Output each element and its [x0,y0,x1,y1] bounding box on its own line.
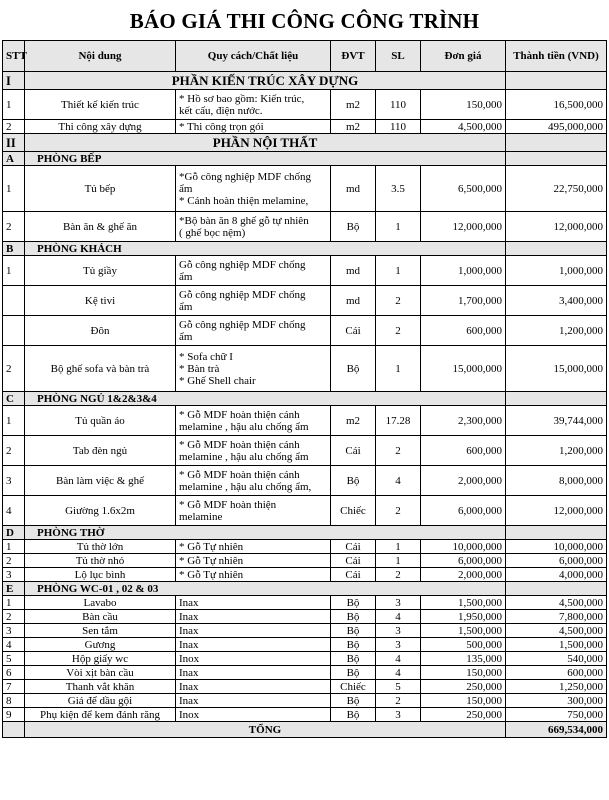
cell-qty: 4 [376,610,421,624]
cell-content: Thiết kế kiến trúc [25,90,176,120]
section-code: C [3,392,25,406]
header-qty: SL [376,41,421,72]
header-amount: Thành tiền (VND) [506,41,607,72]
cell-price: 2,000,000 [421,466,506,496]
cell-amount: 1,000,000 [506,256,607,286]
cell-unit: Bộ [331,346,376,392]
header-content: Nội dung [25,41,176,72]
table-row [3,568,607,582]
cell-content: Tab đèn ngủ [25,436,176,466]
cell-unit: Bộ [331,610,376,624]
cell-spec: * Gỗ MDF hoàn thiện cánh melamine , hậu alu chống ẩm [176,406,331,436]
cell-stt: 2 [3,436,25,466]
cell-stt: 2 [3,212,25,242]
cell-amount: 1,250,000 [506,680,607,694]
table-row [3,466,607,496]
cell-unit: m2 [331,90,376,120]
cell-price: 150,000 [421,90,506,120]
cell-stt: 4 [3,496,25,526]
cell-stt: 2 [3,346,25,392]
cell-spec: Gỗ công nghiệp MDF chống ẩm [176,256,331,286]
cell-amount: 12,000,000 [506,496,607,526]
cell-content: Phụ kiện để kem đánh răng [25,708,176,722]
table-row [3,610,607,624]
cell-spec: *Bộ bàn ăn 8 ghế gỗ tự nhiên ( ghế bọc nệm) [176,212,331,242]
section-filler [506,72,607,90]
cell-amount: 1,200,000 [506,436,607,466]
header-row [3,41,607,72]
cell-price: 600,000 [421,316,506,346]
table-row [3,212,607,242]
table-row [3,596,607,610]
cell-content: Bàn cầu [25,610,176,624]
header-stt: STT [3,41,25,72]
cell-amount: 540,000 [506,652,607,666]
cell-price: 1,500,000 [421,624,506,638]
section-filler [506,134,607,152]
cell-qty: 3 [376,708,421,722]
cell-qty: 110 [376,90,421,120]
cell-qty: 1 [376,256,421,286]
cell-amount: 4,500,000 [506,624,607,638]
section-name: PHẦN NỘI THẤT [25,134,506,152]
table-row [3,666,607,680]
cell-amount: 10,000,000 [506,540,607,554]
cell-spec: * Thi công trọn gói [176,120,331,134]
table-row [3,286,607,316]
cell-content: Tủ giầy [25,256,176,286]
cell-amount: 300,000 [506,694,607,708]
cell-spec: Inax [176,610,331,624]
section-filler [506,152,607,166]
cell-qty: 3 [376,638,421,652]
cell-qty: 110 [376,120,421,134]
cell-spec: Inax [176,694,331,708]
cell-unit: Bộ [331,638,376,652]
cell-amount: 15,000,000 [506,346,607,392]
cell-content: Bàn ăn & ghế ăn [25,212,176,242]
cell-price: 600,000 [421,436,506,466]
cell-stt: 1 [3,540,25,554]
subsection-row [3,152,607,166]
cell-stt: 1 [3,596,25,610]
cell-unit: md [331,166,376,212]
cell-stt: 1 [3,90,25,120]
cell-spec: *Gỗ công nghiệp MDF chống ẩm * Cánh hoàn thiện melamine, [176,166,331,212]
cell-amount: 3,400,000 [506,286,607,316]
cell-unit: Chiếc [331,496,376,526]
cell-price: 6,500,000 [421,166,506,212]
cell-spec: Inax [176,680,331,694]
cell-stt [3,286,25,316]
cell-price: 4,500,000 [421,120,506,134]
cell-unit: Cái [331,436,376,466]
cell-amount: 8,000,000 [506,466,607,496]
cell-qty: 17.28 [376,406,421,436]
cell-unit: Cái [331,554,376,568]
section-filler [506,392,607,406]
cell-content: Sen tắm [25,624,176,638]
cell-price: 250,000 [421,680,506,694]
section-name: PHÒNG THỜ [25,526,506,540]
cell-spec: * Gỗ Tự nhiên [176,554,331,568]
table-row [3,496,607,526]
section-row [3,134,607,152]
section-name: PHẦN KIẾN TRÚC XÂY DỰNG [25,72,506,90]
cell-unit: Bộ [331,466,376,496]
cell-amount: 1,500,000 [506,638,607,652]
section-filler [506,242,607,256]
section-filler [506,526,607,540]
cell-unit: Bộ [331,212,376,242]
table-row [3,540,607,554]
table-row [3,638,607,652]
cell-stt: 4 [3,638,25,652]
cell-stt: 1 [3,166,25,212]
cell-qty: 4 [376,666,421,680]
cell-price: 6,000,000 [421,496,506,526]
cell-content: Lavabo [25,596,176,610]
cell-stt: 9 [3,708,25,722]
table-row [3,708,607,722]
section-filler [506,582,607,596]
cell-qty: 2 [376,568,421,582]
cell-spec: Inox [176,708,331,722]
cell-content: Thi công xây dựng [25,120,176,134]
cell-qty: 1 [376,540,421,554]
cell-price: 250,000 [421,708,506,722]
subsection-row [3,526,607,540]
section-name: PHÒNG NGỦ 1&2&3&4 [25,392,506,406]
cell-spec: * Gỗ MDF hoàn thiện cánh melamine , hậu alu chống ẩm, [176,466,331,496]
cell-unit: Bộ [331,596,376,610]
page-title: BÁO GIÁ THI CÔNG CÔNG TRÌNH [129,9,480,33]
cell-spec: Inax [176,596,331,610]
cell-qty: 1 [376,554,421,568]
cell-content: Giá để dầu gội [25,694,176,708]
cell-amount: 39,744,000 [506,406,607,436]
table-row [3,652,607,666]
cell-qty: 2 [376,496,421,526]
cell-unit: m2 [331,120,376,134]
cell-amount: 750,000 [506,708,607,722]
section-name: PHÒNG BẾP [25,152,506,166]
cell-spec: * Gỗ Tự nhiên [176,540,331,554]
cell-unit: Chiếc [331,680,376,694]
header-spec: Quy cách/Chất liệu [176,41,331,72]
cell-price: 15,000,000 [421,346,506,392]
cell-spec: * Hồ sơ bao gồm: Kiến trúc, kết cấu, điện nước. [176,90,331,120]
cell-stt: 2 [3,120,25,134]
cell-content: Tủ quần áo [25,406,176,436]
table-row [3,554,607,568]
cell-price: 1,000,000 [421,256,506,286]
cell-qty: 2 [376,694,421,708]
cell-amount: 12,000,000 [506,212,607,242]
cell-spec: Gỗ công nghiệp MDF chống ẩm [176,316,331,346]
cell-stt: 7 [3,680,25,694]
cell-spec: * Gỗ Tự nhiên [176,568,331,582]
cell-stt: 3 [3,624,25,638]
cell-qty: 4 [376,652,421,666]
total-label: TỔNG [25,722,506,738]
cell-spec: Inax [176,638,331,652]
cell-price: 500,000 [421,638,506,652]
table-row [3,166,607,212]
cell-price: 150,000 [421,694,506,708]
cell-spec: * Gỗ MDF hoàn thiện cánh melamine , hậu alu chống ẩm [176,436,331,466]
cell-stt: 6 [3,666,25,680]
cell-stt: 5 [3,652,25,666]
cell-amount: 495,000,000 [506,120,607,134]
cell-stt [3,316,25,346]
cell-price: 1,500,000 [421,596,506,610]
cell-content: Đôn [25,316,176,346]
cell-price: 150,000 [421,666,506,680]
cell-unit: md [331,256,376,286]
cell-unit: Cái [331,568,376,582]
table-row [3,694,607,708]
cell-content: Bộ ghế sofa và bàn trà [25,346,176,392]
cell-unit: Bộ [331,708,376,722]
cell-qty: 3 [376,624,421,638]
subsection-row [3,582,607,596]
cell-qty: 5 [376,680,421,694]
cell-stt: 8 [3,694,25,708]
section-code: E [3,582,25,596]
section-code: D [3,526,25,540]
cell-qty: 2 [376,316,421,346]
cell-price: 12,000,000 [421,212,506,242]
table-row [3,346,607,392]
subsection-row [3,392,607,406]
cell-stt: 1 [3,406,25,436]
table-row [3,120,607,134]
cell-price: 2,300,000 [421,406,506,436]
section-row [3,72,607,90]
cell-unit: Cái [331,540,376,554]
section-code: A [3,152,25,166]
cell-spec: * Gỗ MDF hoàn thiện melamine [176,496,331,526]
table-row [3,316,607,346]
cell-content: Tủ thờ lớn [25,540,176,554]
cell-amount: 1,200,000 [506,316,607,346]
cell-content: Thanh vắt khăn [25,680,176,694]
cell-spec: Inax [176,666,331,680]
cell-stt: 3 [3,568,25,582]
cell-unit: Cái [331,316,376,346]
section-name: PHÒNG WC-01 , 02 & 03 [25,582,506,596]
cell-stt: 1 [3,256,25,286]
cell-amount: 7,800,000 [506,610,607,624]
cell-stt: 2 [3,610,25,624]
table-body [3,72,607,722]
subsection-row [3,242,607,256]
section-code: II [3,134,25,152]
cell-spec: Inox [176,652,331,666]
total-amount: 669,534,000 [506,722,607,738]
cell-price: 1,950,000 [421,610,506,624]
cell-content: Lộ lục bình [25,568,176,582]
cell-amount: 600,000 [506,666,607,680]
cell-amount: 16,500,000 [506,90,607,120]
cell-amount: 4,000,000 [506,568,607,582]
cell-price: 2,000,000 [421,568,506,582]
cell-unit: Bộ [331,624,376,638]
cell-qty: 1 [376,346,421,392]
section-code: B [3,242,25,256]
total-row [3,722,607,738]
cell-price: 10,000,000 [421,540,506,554]
cell-spec: Gỗ công nghiệp MDF chống ẩm [176,286,331,316]
cell-amount: 4,500,000 [506,596,607,610]
cell-amount: 22,750,000 [506,166,607,212]
cell-unit: Bộ [331,666,376,680]
table-row [3,406,607,436]
cell-amount: 6,000,000 [506,554,607,568]
cell-spec: Inax [176,624,331,638]
cell-price: 135,000 [421,652,506,666]
cell-spec: * Sofa chữ I * Bàn trà * Ghế Shell chair [176,346,331,392]
table-row [3,90,607,120]
cell-content: Gương [25,638,176,652]
cell-qty: 2 [376,286,421,316]
cell-stt: 3 [3,466,25,496]
table-row [3,256,607,286]
cell-qty: 1 [376,212,421,242]
table-row [3,436,607,466]
cell-unit: Bộ [331,694,376,708]
table-row [3,680,607,694]
cell-unit: m2 [331,406,376,436]
cell-qty: 2 [376,436,421,466]
header-unit: ĐVT [331,41,376,72]
table-row [3,624,607,638]
cell-content: Kệ tivi [25,286,176,316]
cell-content: Tủ bếp [25,166,176,212]
cell-qty: 4 [376,466,421,496]
quotation-table [2,40,607,738]
cell-price: 6,000,000 [421,554,506,568]
cell-price: 1,700,000 [421,286,506,316]
cell-content: Hộp giấy wc [25,652,176,666]
cell-content: Giường 1.6x2m [25,496,176,526]
cell-qty: 3 [376,596,421,610]
cell-qty: 3.5 [376,166,421,212]
header-price: Đơn giá [421,41,506,72]
cell-unit: md [331,286,376,316]
cell-content: Bàn làm việc & ghế [25,466,176,496]
cell-content: Tủ thờ nhỏ [25,554,176,568]
cell-unit: Bộ [331,652,376,666]
cell-content: Vòi xịt bàn cầu [25,666,176,680]
section-name: PHÒNG KHÁCH [25,242,506,256]
section-code: I [3,72,25,90]
cell-stt: 2 [3,554,25,568]
